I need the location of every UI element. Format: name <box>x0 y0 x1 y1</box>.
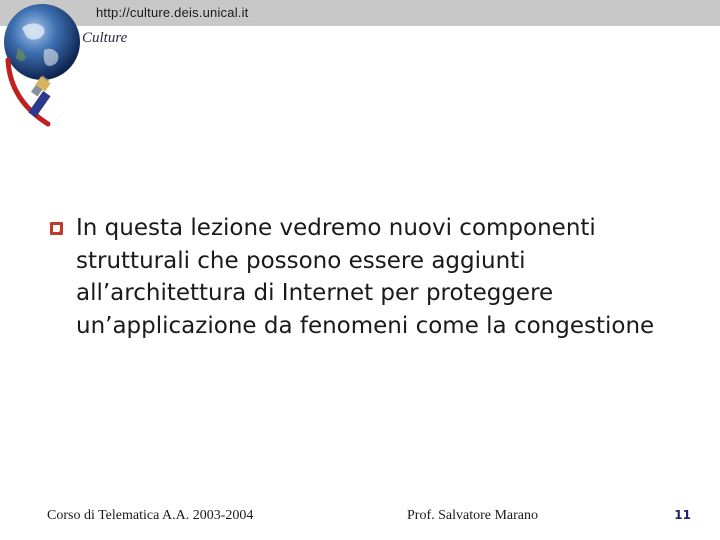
footer-author: Prof. Salvatore Marano <box>407 508 539 523</box>
globe-logo <box>0 0 140 135</box>
footer-course: Corso di Telematica A.A. 2003-2004 <box>47 508 254 523</box>
bullet-item <box>50 212 670 342</box>
logo-text: Culture <box>82 30 128 46</box>
header-url: http://culture.deis.unical.it <box>96 5 249 20</box>
bullet-text: In questa lezione vedremo nuovi componenti strutturali che possono essere aggiunti all’architettura di Internet per proteggere un’applicazione da fenomeni come la congestione <box>76 215 655 339</box>
page-number: 11 <box>674 508 691 522</box>
bullet-icon <box>50 222 63 235</box>
